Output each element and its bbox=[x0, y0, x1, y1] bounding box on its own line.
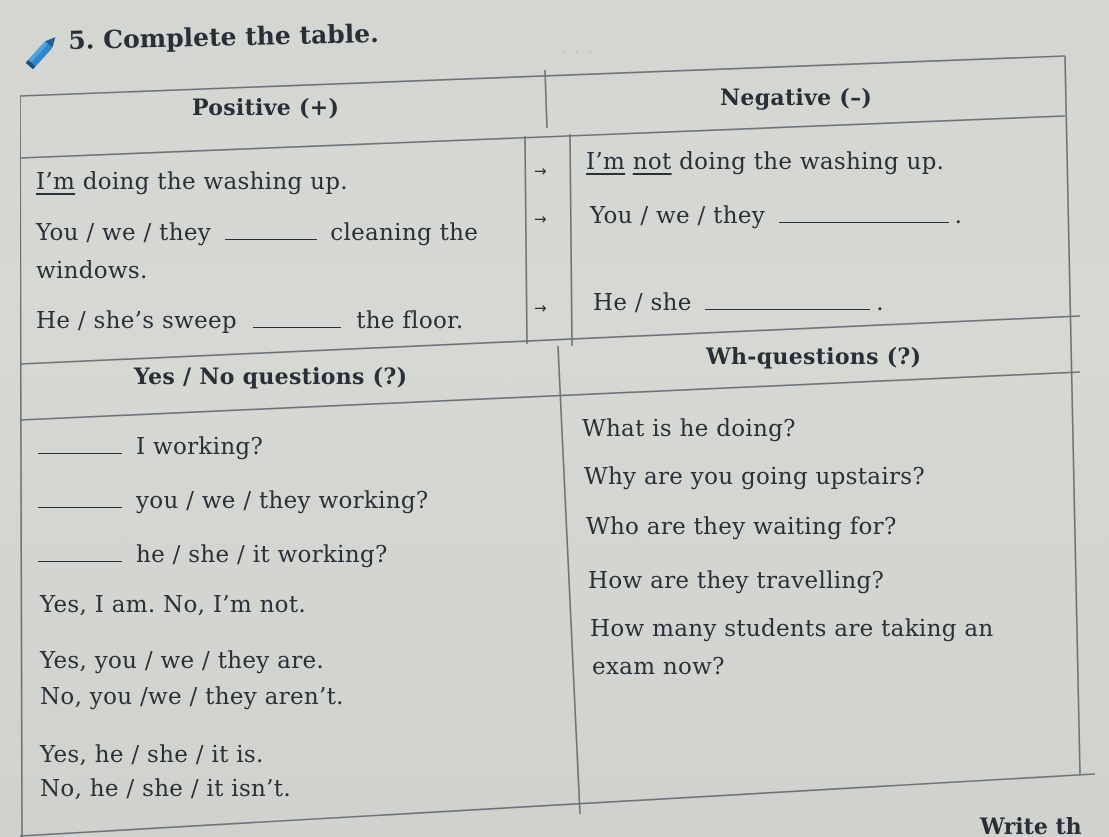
answer-blank[interactable] bbox=[779, 221, 949, 223]
yesno-answer-3-line1: Yes, he / she / it is. bbox=[40, 742, 264, 768]
exercise-title: 5. Complete the table. bbox=[68, 18, 380, 55]
positive-row-2-start: You / we / they bbox=[36, 220, 212, 246]
yesno-answer-3-line2: No, he / she / it isn’t. bbox=[40, 776, 291, 802]
yesno-answer-1: Yes, I am. No, I’m not. bbox=[40, 592, 306, 618]
negative-row-3-end: . bbox=[876, 290, 884, 316]
negative-header: Negative (–) bbox=[720, 85, 873, 111]
wh-question-4: How are they travelling? bbox=[588, 568, 885, 594]
yesno-questions-header: Yes / No questions (?) bbox=[134, 364, 408, 390]
negative-row-3-start: He / she bbox=[593, 290, 692, 316]
answer-blank[interactable] bbox=[38, 452, 122, 454]
positive-header: Positive (+) bbox=[192, 95, 340, 121]
answer-blank[interactable] bbox=[253, 326, 341, 328]
wh-question-2: Why are you going upstairs? bbox=[584, 464, 926, 490]
right-arrow-icon: → bbox=[534, 299, 547, 317]
positive-row-3-start: He / she’s sweep bbox=[36, 308, 237, 334]
negative-row-2 bbox=[590, 205, 962, 228]
wh-question-3: Who are they waiting for? bbox=[586, 514, 897, 540]
negative-row-2-end: . bbox=[954, 203, 963, 229]
positive-row-2-end: cleaning the bbox=[330, 220, 479, 246]
yesno-question-1 bbox=[38, 436, 263, 459]
ghost-text: · · · bbox=[560, 40, 595, 64]
right-arrow-icon: → bbox=[534, 210, 547, 228]
negative-row-2-start: You / we / they bbox=[590, 203, 766, 229]
yesno-question-1-text: I working? bbox=[136, 434, 264, 460]
wh-question-5-line1: How many students are taking an bbox=[590, 616, 994, 642]
negative-row-1-text: doing the washing up. bbox=[671, 149, 945, 175]
answer-blank[interactable] bbox=[38, 506, 122, 508]
positive-row-1 bbox=[36, 171, 348, 194]
wh-questions-header: Wh-questions (?) bbox=[706, 344, 922, 370]
contraction-underlined: I’m bbox=[36, 169, 76, 195]
positive-row-1-text: doing the washing up. bbox=[75, 169, 348, 195]
right-arrow-icon: → bbox=[534, 162, 547, 180]
positive-row-2 bbox=[36, 222, 478, 245]
next-exercise-partial: Write th bbox=[980, 814, 1082, 837]
answer-blank[interactable] bbox=[225, 238, 317, 240]
negative-row-3 bbox=[593, 292, 884, 315]
positive-row-3-end: the floor. bbox=[356, 308, 464, 334]
wh-question-5-line2: exam now? bbox=[592, 654, 725, 680]
negation-underlined: not bbox=[632, 149, 672, 175]
yesno-question-2-text: you / we / they working? bbox=[136, 488, 429, 514]
wh-question-1: What is he doing? bbox=[582, 416, 796, 442]
yesno-question-2 bbox=[38, 490, 429, 513]
yesno-answer-2-line2: No, you /we / they aren’t. bbox=[40, 684, 344, 710]
positive-row-2-line2: windows. bbox=[36, 258, 148, 284]
negative-row-1 bbox=[586, 151, 944, 174]
grammar-table bbox=[20, 54, 1109, 837]
answer-blank[interactable] bbox=[38, 560, 122, 562]
answer-blank[interactable] bbox=[705, 308, 870, 310]
yesno-question-3-text: he / she / it working? bbox=[136, 542, 388, 568]
yesno-answer-2-line1: Yes, you / we / they are. bbox=[40, 648, 325, 674]
positive-row-3 bbox=[36, 310, 464, 333]
yesno-question-3 bbox=[38, 544, 388, 567]
contraction-underlined: I’m bbox=[586, 149, 626, 175]
